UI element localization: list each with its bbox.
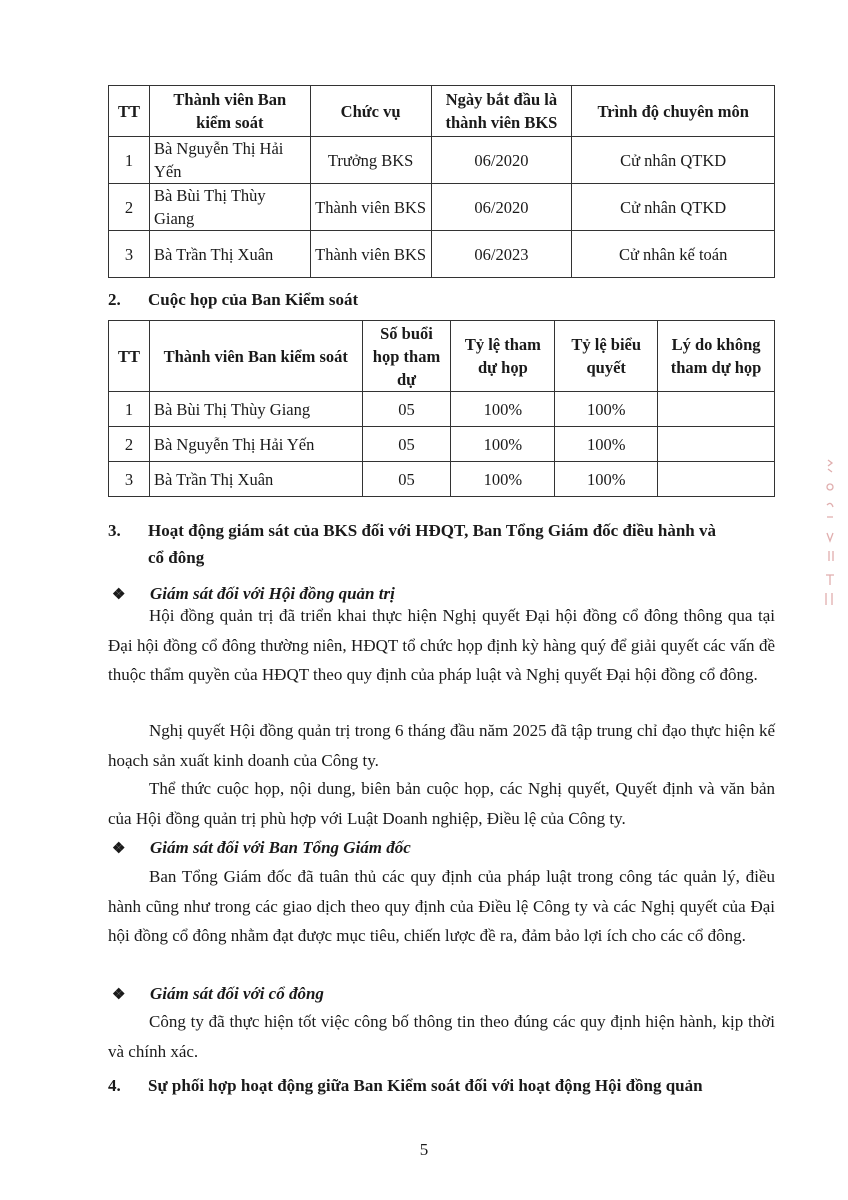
header-cell: Tỷ lệ biểu quyết bbox=[555, 321, 658, 392]
section-title: Sự phối hợp hoạt động giữa Ban Kiểm soát đối với hoạt động Hội đồng quản bbox=[148, 1076, 703, 1095]
table-cell: 100% bbox=[451, 427, 555, 462]
table-cell: Bà Nguyễn Thị Hải Yến bbox=[149, 427, 362, 462]
subheading-shareholder-oversight bbox=[112, 982, 772, 1007]
paragraph: Nghị quyết Hội đồng quản trị trong 6 tháng đầu năm 2025 đã tập trung chỉ đạo thực hiện kế hoạch sản xuất kinh doanh của Công ty. bbox=[108, 721, 775, 770]
header-cell: Ngày bắt đầu là thành viên BKS bbox=[431, 86, 572, 137]
table-row bbox=[109, 392, 775, 427]
table-header-row bbox=[109, 86, 775, 137]
table-cell bbox=[658, 427, 775, 462]
section-number: 3. bbox=[108, 521, 121, 540]
supervisory-board-members-table bbox=[108, 85, 775, 278]
section-title-line-2: cổ đông bbox=[148, 548, 205, 567]
table-cell: 2 bbox=[109, 184, 150, 231]
subheading-ceo-oversight bbox=[112, 836, 772, 861]
table-cell: Bà Bùi Thị Thùy Giang bbox=[149, 392, 362, 427]
table-cell: 2 bbox=[109, 427, 150, 462]
table-cell: 100% bbox=[555, 427, 658, 462]
table-header-row bbox=[109, 321, 775, 392]
diamond-bullet-icon: ❖ bbox=[112, 841, 126, 857]
header-cell: Chức vụ bbox=[310, 86, 431, 137]
table-cell: 05 bbox=[362, 462, 451, 497]
table-cell: 05 bbox=[362, 427, 451, 462]
table-cell: 100% bbox=[451, 462, 555, 497]
section-number: 4. bbox=[108, 1076, 121, 1095]
header-cell: Trình độ chuyên môn bbox=[572, 86, 775, 137]
subheading-text: Giám sát đối với Hội đồng quản trị bbox=[150, 584, 395, 603]
table-row bbox=[109, 137, 775, 184]
table-row bbox=[109, 427, 775, 462]
paragraph: Ban Tổng Giám đốc đã tuân thủ các quy định của pháp luật trong công tác quản lý, điều hành cũng như trong các giao dịch theo quy định của Điều lệ Công ty và các Nghị quyết của Đại hội đồng cổ đông nhằm đạt được mục tiêu, chiến lược đề ra, đảm bảo lợi ích cho các cổ đông. bbox=[108, 867, 775, 945]
table-cell: 100% bbox=[555, 462, 658, 497]
page-number: 5 bbox=[419, 1140, 429, 1159]
table-row bbox=[109, 184, 775, 231]
section-4-heading bbox=[108, 1072, 788, 1099]
table-cell: 100% bbox=[451, 392, 555, 427]
table-cell: Bà Nguyễn Thị Hải Yến bbox=[149, 137, 310, 184]
section-2-heading bbox=[108, 286, 788, 313]
table-cell: Cử nhân QTKD bbox=[572, 184, 775, 231]
header-cell: TT bbox=[109, 86, 150, 137]
table-row bbox=[109, 462, 775, 497]
table-cell: Bà Bùi Thị Thùy Giang bbox=[149, 184, 310, 231]
table-cell: Cử nhân kế toán bbox=[572, 231, 775, 278]
table-cell: 06/2020 bbox=[431, 137, 572, 184]
header-cell: Thành viên Ban kiểm soát bbox=[149, 86, 310, 137]
margin-stamp-mark bbox=[818, 455, 844, 615]
table-row bbox=[109, 231, 775, 278]
table-cell: Thành viên BKS bbox=[310, 184, 431, 231]
table-cell: 1 bbox=[109, 392, 150, 427]
table-cell: Bà Trần Thị Xuân bbox=[149, 462, 362, 497]
table-cell: Bà Trần Thị Xuân bbox=[149, 231, 310, 278]
header-cell: Thành viên Ban kiểm soát bbox=[149, 321, 362, 392]
subheading-text: Giám sát đối với cổ đông bbox=[150, 984, 324, 1003]
table-cell: 3 bbox=[109, 462, 150, 497]
table-cell: 1 bbox=[109, 137, 150, 184]
table-cell: Thành viên BKS bbox=[310, 231, 431, 278]
table-cell: 06/2020 bbox=[431, 184, 572, 231]
subheading-text: Giám sát đối với Ban Tổng Giám đốc bbox=[150, 838, 411, 857]
header-cell: Lý do không tham dự họp bbox=[658, 321, 775, 392]
table-cell bbox=[658, 392, 775, 427]
supervisory-board-meetings-table bbox=[108, 320, 775, 497]
table-cell bbox=[658, 462, 775, 497]
table-cell: 3 bbox=[109, 231, 150, 278]
section-title-line-1: Hoạt động giám sát của BKS đối với HĐQT, Ban Tổng Giám đốc điều hành và bbox=[148, 521, 717, 540]
section-number: 2. bbox=[108, 290, 121, 309]
section-3-heading bbox=[108, 517, 788, 571]
paragraph: Công ty đã thực hiện tốt việc công bố thông tin theo đúng các quy định hiện hành, kịp thời và chính xác. bbox=[108, 1012, 775, 1061]
diamond-bullet-icon: ❖ bbox=[112, 987, 126, 1003]
paragraph: Hội đồng quản trị đã triển khai thực hiện Nghị quyết Đại hội đồng cổ đông thông qua tại Đại hội đồng cổ đông thường niên, HĐQT tổ chức họp định kỳ hàng quý để giải quyết các vấn đề thuộc thẩm quyền của HĐQT theo quy định của pháp luật và Nghị quyết Đại hội đồng cổ đông. bbox=[108, 606, 775, 684]
table-cell: Cử nhân QTKD bbox=[572, 137, 775, 184]
section-title: Cuộc họp của Ban Kiểm soát bbox=[148, 290, 359, 309]
table-cell: Trưởng BKS bbox=[310, 137, 431, 184]
table-cell: 05 bbox=[362, 392, 451, 427]
header-cell: Tỷ lệ tham dự họp bbox=[451, 321, 555, 392]
header-cell: Số buổi họp tham dự bbox=[362, 321, 451, 392]
diamond-bullet-icon: ❖ bbox=[112, 587, 126, 603]
paragraph: Thể thức cuộc họp, nội dung, biên bản cuộc họp, các Nghị quyết, Quyết định và văn bản của Hội đồng quản trị phù hợp với Luật Doanh nghiệp, Điều lệ của Công ty. bbox=[108, 779, 775, 828]
header-cell: TT bbox=[109, 321, 150, 392]
table-cell: 100% bbox=[555, 392, 658, 427]
table-cell: 06/2023 bbox=[431, 231, 572, 278]
